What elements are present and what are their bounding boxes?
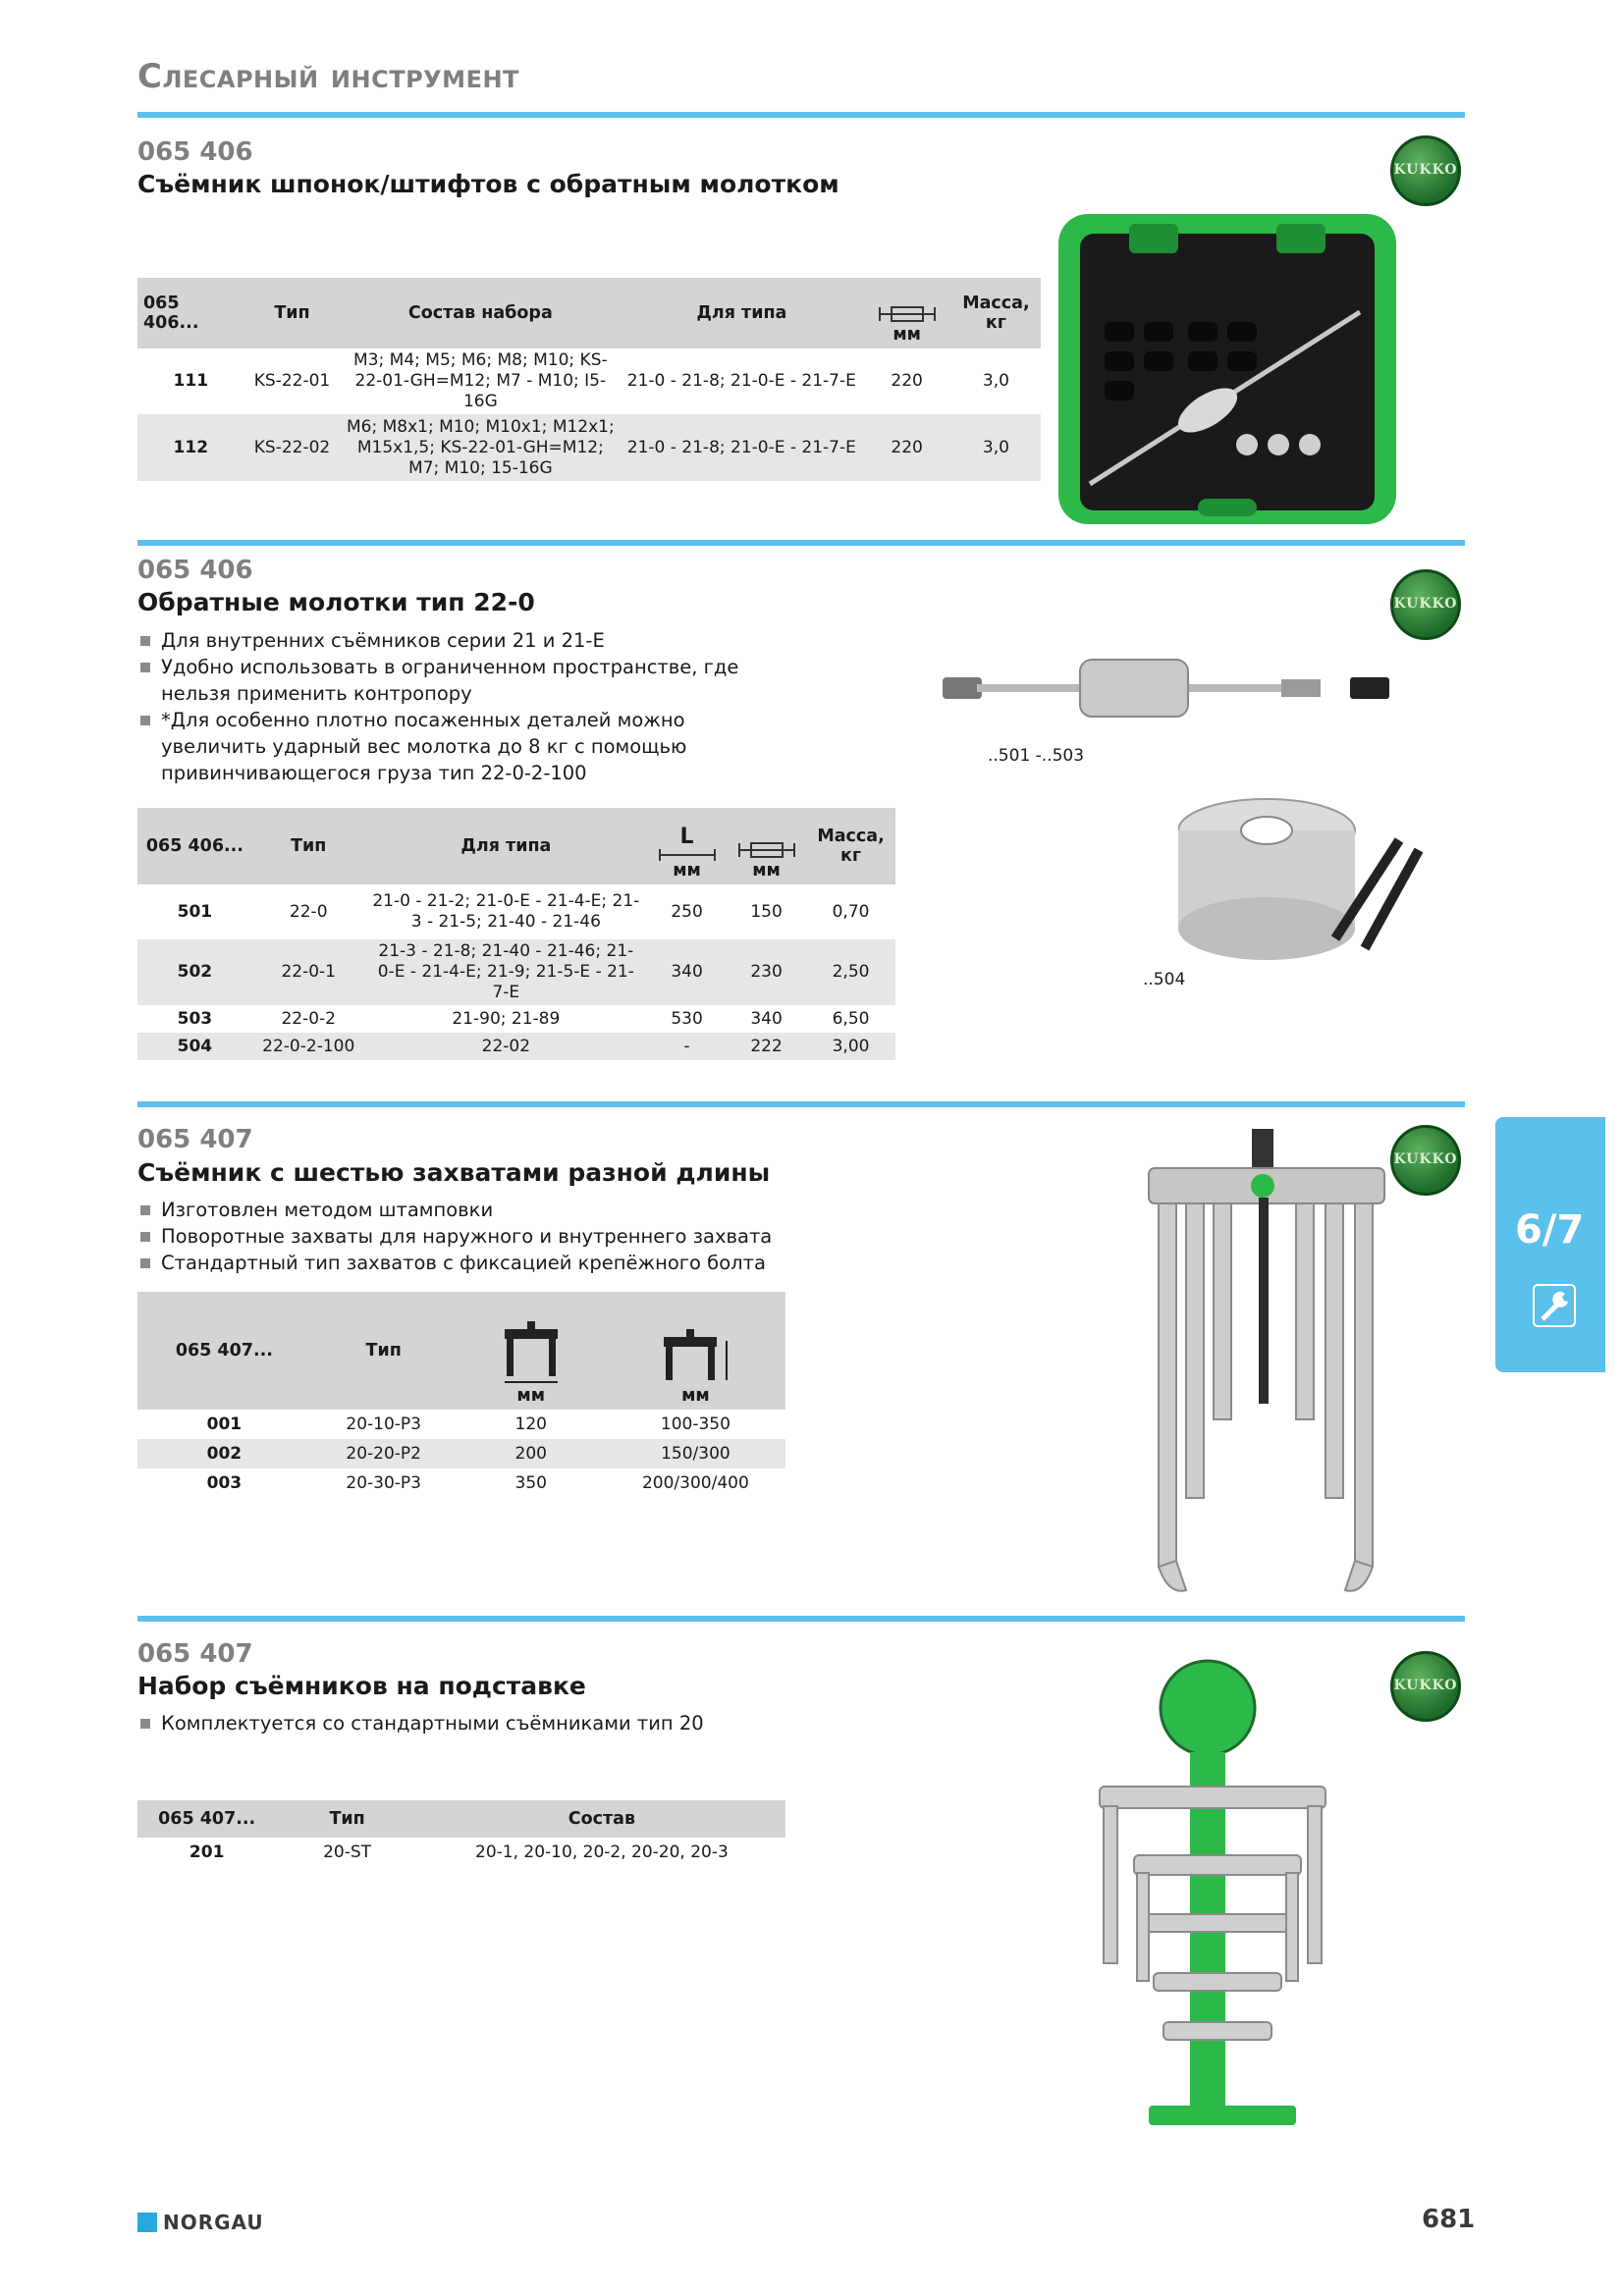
row-reach: 350 bbox=[514, 1472, 547, 1493]
list-item: Комплектуется со стандартными съёмниками тип 20 bbox=[137, 1710, 825, 1736]
puller-stand-image bbox=[1080, 1659, 1365, 2150]
col-mass: Масса, кг bbox=[951, 278, 1041, 348]
list-item: Стандартный тип захватов с фиксацией крепёжного болта bbox=[137, 1250, 825, 1276]
row-mass: 0,70 bbox=[832, 901, 870, 922]
image-caption: ..501 -..503 bbox=[988, 746, 1085, 766]
col-article: 065 407... bbox=[137, 1292, 311, 1410]
l-dimension-icon bbox=[658, 849, 717, 861]
kukko-logo-text: KUKKO bbox=[1393, 1151, 1458, 1167]
row-l: - bbox=[647, 1033, 727, 1060]
row-article: 201 bbox=[189, 1842, 225, 1862]
section4-bullets bbox=[137, 1710, 825, 1736]
col-type: Тип bbox=[276, 1800, 418, 1838]
row-article: 501 bbox=[177, 901, 213, 922]
col-type: Тип bbox=[311, 1292, 457, 1410]
row-mass: 2,50 bbox=[806, 939, 895, 1005]
col-span bbox=[606, 1292, 785, 1410]
row-for: 21-0 - 21-2; 21-0-E - 21-4-E; 21-3 - 21-5; 21-40 - 21-46 bbox=[372, 891, 640, 932]
section4-title: Набор съёмников на подставке bbox=[137, 1672, 586, 1700]
row-set: 20-1, 20-10, 20-2, 20-20, 20-3 bbox=[475, 1842, 729, 1862]
row-type: 22-0 bbox=[289, 901, 328, 922]
length-icon bbox=[878, 303, 937, 325]
slide-hammer-image bbox=[933, 648, 1404, 726]
section4-code: 065 407 bbox=[137, 1639, 253, 1669]
col-set: Состав bbox=[418, 1800, 785, 1838]
row-article: 502 bbox=[137, 939, 252, 1005]
row-reach: 120 bbox=[514, 1414, 547, 1434]
row-mm: 220 bbox=[862, 414, 950, 481]
col-for-type: Для типа bbox=[365, 808, 647, 884]
table-row bbox=[137, 348, 1041, 414]
table-row bbox=[137, 1005, 895, 1033]
table-row bbox=[137, 939, 895, 1005]
col-type: Тип bbox=[252, 808, 365, 884]
span-unit: мм bbox=[681, 1386, 710, 1406]
l-unit: мм bbox=[673, 861, 701, 881]
row-l: 530 bbox=[671, 1008, 703, 1029]
table-header-row bbox=[137, 278, 1041, 348]
kukko-logo bbox=[1390, 1125, 1461, 1196]
section4-table bbox=[137, 1800, 785, 1867]
section2-bullets bbox=[137, 627, 785, 786]
length-icon bbox=[737, 839, 796, 861]
row-article: 002 bbox=[137, 1439, 311, 1468]
section2-table bbox=[137, 808, 895, 1060]
kukko-logo bbox=[1390, 1651, 1461, 1722]
table-row bbox=[137, 884, 895, 939]
row-set: M6; M8x1; M10; M10x1; M12x1; M15x1,5; KS-22-01-GH=M12; M7; M10; 15-16G bbox=[340, 414, 621, 481]
col-length bbox=[862, 278, 950, 348]
table-header-row bbox=[137, 1800, 785, 1838]
table-header-row bbox=[137, 1292, 785, 1410]
col-mass: Масса, кг bbox=[806, 808, 895, 884]
col-length bbox=[727, 808, 806, 884]
row-type: 22-0-2 bbox=[281, 1008, 336, 1029]
table-row bbox=[137, 1468, 785, 1498]
kukko-logo bbox=[1390, 135, 1461, 206]
col-set: Состав набора bbox=[340, 278, 621, 348]
row-type: KS-22-02 bbox=[244, 414, 341, 481]
row-article: 003 bbox=[206, 1472, 243, 1493]
list-item: Для внутренних съёмников серии 21 и 21-E bbox=[137, 627, 785, 654]
row-mm: 222 bbox=[727, 1033, 806, 1060]
chapter-tab[interactable] bbox=[1495, 1117, 1605, 1372]
six-jaw-puller-image bbox=[1139, 1129, 1394, 1600]
kukko-logo-text: KUKKO bbox=[1393, 1678, 1458, 1693]
section-divider bbox=[137, 1101, 1465, 1107]
section3-title: Съёмник с шестью захватами разной длины bbox=[137, 1158, 771, 1187]
col-article: 065 407... bbox=[137, 1800, 276, 1838]
row-type: 22-0-1 bbox=[252, 939, 365, 1005]
l-label: L bbox=[679, 825, 694, 849]
row-mass: 3,00 bbox=[806, 1033, 895, 1060]
norgau-logo-square bbox=[137, 2213, 157, 2232]
row-reach: 200 bbox=[457, 1439, 606, 1468]
row-type: 20-20-P2 bbox=[311, 1439, 457, 1468]
row-article: 112 bbox=[137, 414, 244, 481]
row-for: 21-90; 21-89 bbox=[452, 1008, 561, 1029]
kukko-logo bbox=[1390, 569, 1461, 640]
section1-table bbox=[137, 278, 1041, 481]
row-mm: 230 bbox=[727, 939, 806, 1005]
footer-brand: NORGAU bbox=[163, 2211, 264, 2234]
row-mass: 3,0 bbox=[982, 371, 1009, 391]
section2-title: Обратные молотки тип 22-0 bbox=[137, 588, 535, 616]
section-divider bbox=[137, 112, 1465, 118]
row-article: 001 bbox=[206, 1414, 243, 1434]
table-header-row bbox=[137, 808, 895, 884]
section3-table bbox=[137, 1292, 785, 1498]
length-unit: мм bbox=[752, 861, 781, 881]
table-row bbox=[137, 1439, 785, 1468]
puller-case-image bbox=[1051, 204, 1404, 530]
row-mm: 340 bbox=[750, 1008, 783, 1029]
table-row bbox=[137, 414, 1041, 481]
chapter-tab-label: 6/7 bbox=[1515, 1207, 1585, 1253]
section1-code: 065 406 bbox=[137, 137, 253, 167]
list-item: Удобно использовать в ограниченном пространстве, где нельзя применить контропору bbox=[137, 654, 785, 707]
section-divider bbox=[137, 1616, 1465, 1622]
row-for: 21-3 - 21-8; 21-40 - 21-46; 21-0-E - 21-4-E; 21-9; 21-5-E - 21-7-E bbox=[365, 939, 647, 1005]
extra-weight-image bbox=[1178, 791, 1434, 978]
row-set: M3; M4; M5; M6; M8; M10; KS-22-01-GH=M12; M7 - M10; I5-16G bbox=[353, 350, 608, 411]
puller-reach-icon bbox=[497, 1319, 566, 1386]
section2-code: 065 406 bbox=[137, 556, 253, 585]
section3-code: 065 407 bbox=[137, 1125, 253, 1154]
row-article: 111 bbox=[173, 371, 209, 391]
list-item: Поворотные захваты для наружного и внутреннего захвата bbox=[137, 1223, 825, 1250]
row-type: 22-0-2-100 bbox=[252, 1033, 365, 1060]
kukko-logo-text: KUKKO bbox=[1393, 596, 1458, 612]
col-reach bbox=[457, 1292, 606, 1410]
section3-bullets bbox=[137, 1197, 825, 1276]
section-divider bbox=[137, 540, 1465, 546]
row-for: 22-02 bbox=[365, 1033, 647, 1060]
row-for: 21-0 - 21-8; 21-0-E - 21-7-E bbox=[626, 371, 856, 391]
row-article: 503 bbox=[177, 1008, 213, 1029]
row-type: KS-22-01 bbox=[253, 371, 331, 391]
col-article: 065 406... bbox=[137, 278, 244, 348]
row-type: 20-10-P3 bbox=[346, 1414, 421, 1434]
row-mm: 150 bbox=[750, 901, 783, 922]
col-for-type: Для типа bbox=[621, 278, 862, 348]
reach-unit: мм bbox=[516, 1386, 546, 1406]
row-mm: 220 bbox=[891, 371, 923, 391]
puller-span-icon bbox=[656, 1327, 734, 1386]
row-article: 504 bbox=[137, 1033, 252, 1060]
row-l: 250 bbox=[671, 901, 703, 922]
row-span: 150/300 bbox=[606, 1439, 785, 1468]
col-type: Тип bbox=[244, 278, 341, 348]
row-mass: 6,50 bbox=[832, 1008, 870, 1029]
list-item: Изготовлен методом штамповки bbox=[137, 1197, 825, 1223]
col-article: 065 406... bbox=[137, 808, 252, 884]
section1-title: Съёмник шпонок/штифтов с обратным молотком bbox=[137, 170, 839, 198]
row-for: 21-0 - 21-8; 21-0-E - 21-7-E bbox=[621, 414, 862, 481]
table-row bbox=[137, 1410, 785, 1439]
col-l bbox=[647, 808, 727, 884]
row-span: 200/300/400 bbox=[641, 1472, 749, 1493]
wrench-icon bbox=[1533, 1284, 1576, 1327]
table-row bbox=[137, 1838, 785, 1867]
page-number: 681 bbox=[1422, 2205, 1476, 2234]
length-unit: мм bbox=[893, 325, 921, 345]
list-item: *Для особенно плотно посаженных деталей можно увеличить ударный вес молотка до 8 кг с помощью привинчивающегося груза тип 22-0-2-100 bbox=[137, 707, 785, 786]
row-type: 20-30-P3 bbox=[346, 1472, 421, 1493]
table-row bbox=[137, 1033, 895, 1060]
image-caption: ..504 bbox=[1143, 970, 1186, 989]
row-mass: 3,0 bbox=[951, 414, 1041, 481]
row-span: 100-350 bbox=[660, 1414, 730, 1434]
row-l: 340 bbox=[647, 939, 727, 1005]
row-type: 20-ST bbox=[323, 1842, 372, 1862]
kukko-logo-text: KUKKO bbox=[1393, 162, 1458, 178]
page-header-title: Слесарный инструмент bbox=[137, 57, 519, 96]
